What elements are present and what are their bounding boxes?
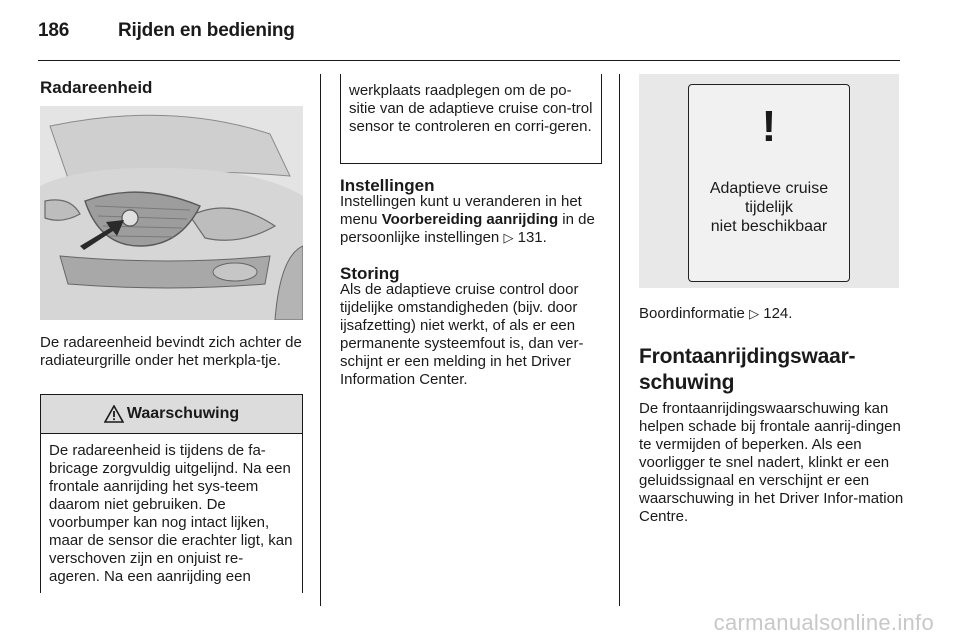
fault-text: Als de adaptieve cruise control door tijdelijke omstandigheden (bijv. door ijsafzetting) niet werkt, of als er een permanente systeemfout is, dan ver-schijnt er een melding in het Driver Information Center. xyxy=(340,281,584,388)
frontal-collision-heading xyxy=(639,344,909,396)
radar-heading: Radareenheid xyxy=(40,78,153,97)
heading-line-2: schuwing xyxy=(639,371,735,394)
page-number: 186 xyxy=(38,20,70,41)
warning-continued-text: werkplaats raadplegen om de po-sitie van de adaptieve cruise con-trol sensor te controleren en corri-geren. xyxy=(349,82,593,135)
page-reference-arrow-icon: ▷ xyxy=(749,306,760,321)
warning-box-continued xyxy=(340,74,602,164)
warning-title: Waarschuwing xyxy=(126,405,240,422)
frontal-collision-text: De frontaanrijdingswaarschuwing kan helpen schade bij frontale aanrij-dingen te vermijden of beperken. Als een voorligger te snel nadert, klinkt er een geluidssignaal en verschijnt er een waarschuwing in het Driver Infor-mation Centre. xyxy=(639,400,904,525)
display-line-1: Adaptieve cruise xyxy=(709,180,829,197)
fault-heading: Storing xyxy=(340,264,400,283)
warning-box xyxy=(40,394,303,593)
info-page-ref[interactable]: 124. xyxy=(763,305,793,322)
display-warning-symbol: ! xyxy=(761,102,777,151)
heading-line-1: Frontaanrijdingswaar- xyxy=(639,345,856,368)
settings-text-before: Instellingen kunt u veranderen in het menu xyxy=(340,193,582,228)
warning-header xyxy=(41,395,302,434)
driver-info-display xyxy=(688,84,850,282)
display-line-2: tijdelijk xyxy=(744,199,793,216)
radar-intro-text: De radareenheid bevindt zich achter de radiateurgrille onder het merkpla-tje. xyxy=(40,334,302,369)
car-front-photo xyxy=(40,106,303,320)
settings-menu-name: Voorbereiding aanrijding xyxy=(381,211,559,228)
header-rule xyxy=(38,60,900,61)
settings-heading: Instellingen xyxy=(340,176,435,195)
info-reference-text: Boordinformatie xyxy=(639,305,750,322)
watermark: carmanualsonline.info xyxy=(713,610,934,635)
display-message xyxy=(689,179,849,236)
column-divider xyxy=(320,74,321,606)
settings-text xyxy=(340,193,610,247)
warning-triangle-icon xyxy=(104,405,124,423)
warning-text: De radareenheid is tijdens de fa-bricage zorgvuldig uitgelijnd. Na een frontale aanrijding het sys-teem daarom niet gebruiken. De voorbumper kan nog intact lijken, maar de sensor die erachter ligt, kan verschoven zijn en onjuist re-ageren. Na een aanrijding een xyxy=(49,442,293,585)
settings-page-ref[interactable]: 131. xyxy=(517,229,547,246)
page-reference-arrow-icon: ▷ xyxy=(503,230,514,245)
display-line-3: niet beschikbaar xyxy=(710,218,828,235)
settings-text-after: in de persoonlijke instellingen xyxy=(340,211,595,246)
section-title: Rijden en bediening xyxy=(118,20,295,41)
column-divider xyxy=(619,74,620,606)
info-reference xyxy=(639,305,792,323)
